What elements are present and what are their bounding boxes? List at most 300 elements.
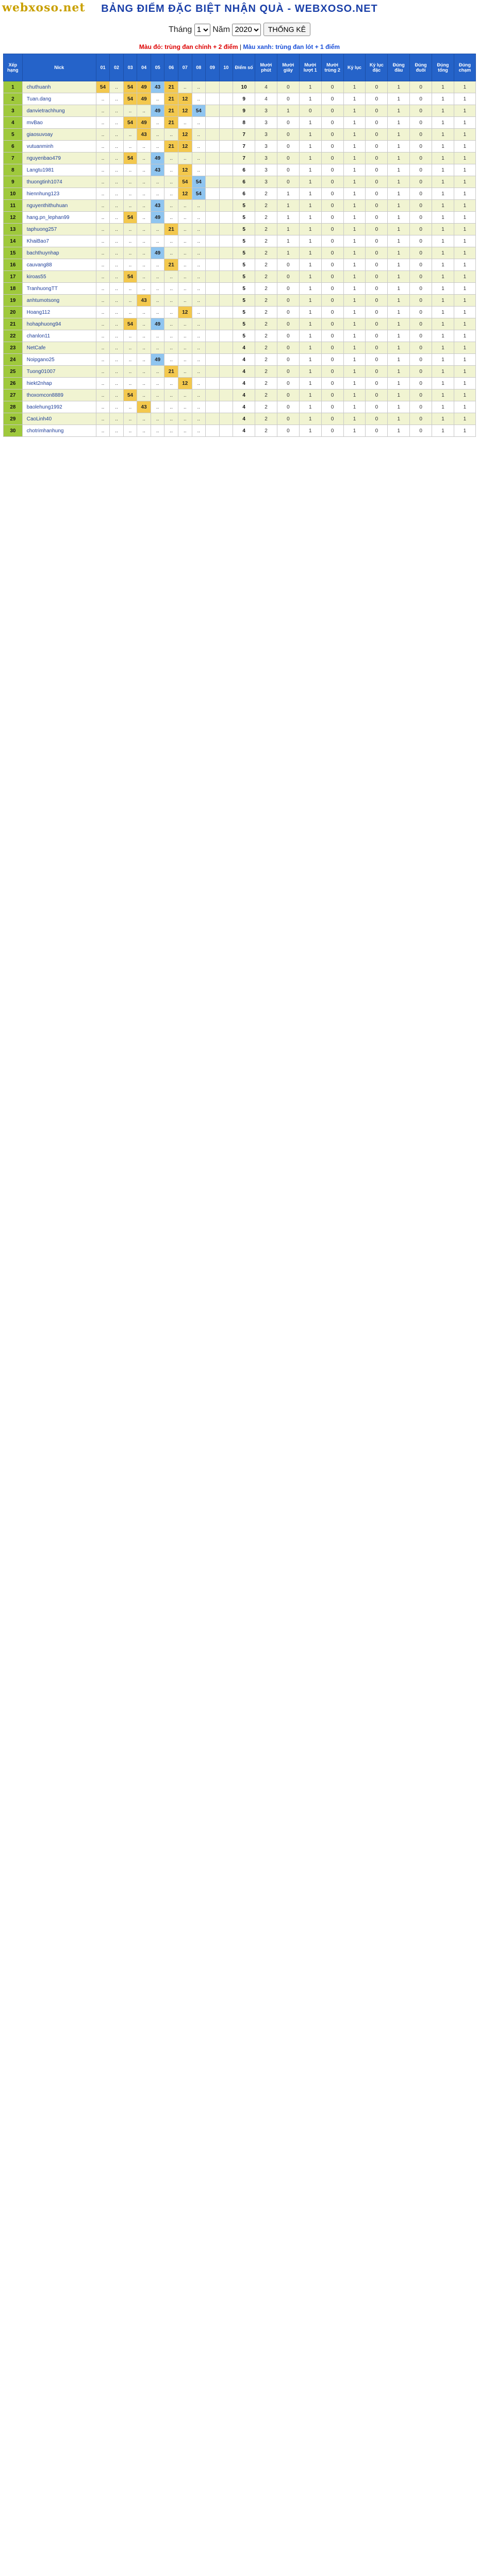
stat-cell: 1: [388, 105, 410, 117]
stat-cell: 0: [410, 295, 432, 307]
stat-cell: 0: [366, 413, 388, 425]
stat-cell: 0: [277, 152, 299, 164]
day-cell: ..: [110, 307, 124, 318]
stat-cell: 1: [388, 330, 410, 342]
stat-cell: 0: [321, 81, 343, 93]
day-cell: 43: [151, 200, 164, 212]
stat-cell: 0: [410, 152, 432, 164]
table-row: [4, 401, 476, 413]
day-cell: ..: [164, 318, 178, 330]
stat-cell: 1: [277, 188, 299, 200]
stat-cell: 1: [388, 141, 410, 152]
day-cell: ..: [110, 129, 124, 141]
table-row: [4, 354, 476, 366]
nick-cell[interactable]: chanlon11: [22, 330, 96, 342]
nick-cell[interactable]: giaosuvoay: [22, 129, 96, 141]
year-select[interactable]: [232, 24, 261, 36]
day-cell: ..: [137, 425, 151, 437]
day-cell: 12: [178, 93, 192, 105]
stat-cell: 0: [321, 200, 343, 212]
stat-cell: 1: [454, 389, 475, 401]
day-cell: ..: [110, 188, 124, 200]
stat-cell: 0: [366, 295, 388, 307]
stat-cell: 1: [432, 389, 454, 401]
day-cell: 54: [123, 271, 137, 283]
points-cell: 4: [233, 425, 255, 437]
page-title: BẢNG ĐIỂM ĐẶC BIỆT NHẬN QUÀ - WEBXOSO.NET: [101, 3, 378, 14]
day-cell: ..: [110, 425, 124, 437]
stat-cell: 1: [454, 425, 475, 437]
day-cell: ..: [178, 283, 192, 295]
stat-cell: 1: [454, 188, 475, 200]
nick-cell[interactable]: kiroas55: [22, 271, 96, 283]
stat-cell: 1: [299, 425, 321, 437]
day-cell: ..: [96, 235, 110, 247]
stat-cell: 0: [366, 93, 388, 105]
day-cell: ..: [164, 164, 178, 176]
stat-cell: 0: [366, 247, 388, 259]
day-cell: 54: [192, 176, 206, 188]
rank-cell: 3: [4, 105, 23, 117]
stat-cell: 0: [366, 152, 388, 164]
stat-cell: 3: [255, 152, 277, 164]
stat-cell: 1: [388, 378, 410, 389]
nick-cell[interactable]: chuthuanh: [22, 81, 96, 93]
nick-cell[interactable]: Noipgano25: [22, 354, 96, 366]
day-cell: ..: [96, 354, 110, 366]
stat-cell: 0: [410, 354, 432, 366]
day-cell: ..: [96, 224, 110, 235]
day-cell: 43: [137, 129, 151, 141]
filter-bar: [0, 21, 479, 40]
stat-cell: 1: [299, 235, 321, 247]
stat-cell: 0: [410, 413, 432, 425]
nick-cell[interactable]: thuongtinh1074: [22, 176, 96, 188]
stat-cell: 1: [343, 164, 366, 176]
day-cell: ..: [123, 413, 137, 425]
stat-cell: 1: [432, 212, 454, 224]
day-cell: ..: [123, 141, 137, 152]
points-cell: 7: [233, 152, 255, 164]
day-cell: ..: [192, 354, 206, 366]
points-cell: 5: [233, 235, 255, 247]
day-cell: 54: [123, 389, 137, 401]
column-header: 03: [123, 54, 137, 81]
rank-cell: 10: [4, 188, 23, 200]
nick-cell[interactable]: taphuong257: [22, 224, 96, 235]
table-row: [4, 342, 476, 354]
table-row: [4, 188, 476, 200]
day-cell: ..: [164, 176, 178, 188]
stat-cell: 2: [255, 259, 277, 271]
stat-cell: 0: [410, 81, 432, 93]
stat-cell: 1: [454, 235, 475, 247]
stat-cell: 0: [277, 141, 299, 152]
day-cell: ..: [137, 342, 151, 354]
day-cell: ..: [110, 176, 124, 188]
table-row: [4, 247, 476, 259]
day-cell: ..: [151, 401, 164, 413]
stat-cell: 2: [255, 366, 277, 378]
day-cell: ..: [178, 224, 192, 235]
stat-cell: 1: [432, 105, 454, 117]
points-cell: 4: [233, 401, 255, 413]
stat-cell: 0: [321, 224, 343, 235]
day-cell: ..: [123, 342, 137, 354]
nick-cell[interactable]: hohaphuong94: [22, 318, 96, 330]
stat-cell: 0: [410, 318, 432, 330]
day-cell: 12: [178, 164, 192, 176]
day-cell: [206, 81, 220, 93]
table-row: [4, 93, 476, 105]
day-cell: ..: [151, 188, 164, 200]
day-cell: ..: [192, 366, 206, 378]
stat-cell: 0: [321, 152, 343, 164]
stat-cell: 0: [410, 425, 432, 437]
stat-cell: 0: [410, 164, 432, 176]
day-cell: ..: [96, 176, 110, 188]
day-cell: ..: [96, 188, 110, 200]
table-row: [4, 200, 476, 212]
day-cell: ..: [192, 164, 206, 176]
day-cell: [206, 259, 220, 271]
stat-cell: 3: [255, 105, 277, 117]
day-cell: ..: [192, 259, 206, 271]
nick-cell[interactable]: chotrimhanhung: [22, 425, 96, 437]
stat-cell: 0: [410, 141, 432, 152]
nick-cell[interactable]: mvBao: [22, 117, 96, 129]
day-cell: 49: [151, 318, 164, 330]
stat-cell: 1: [388, 425, 410, 437]
stat-cell: 1: [432, 93, 454, 105]
day-cell: ..: [192, 389, 206, 401]
nick-cell[interactable]: danvietrachhung: [22, 105, 96, 117]
stat-cell: 0: [410, 117, 432, 129]
day-cell: [219, 117, 233, 129]
stat-cell: 1: [299, 152, 321, 164]
points-cell: 9: [233, 93, 255, 105]
rank-cell: 6: [4, 141, 23, 152]
nick-cell[interactable]: nguyenthithuhuan: [22, 200, 96, 212]
month-label: Tháng: [168, 25, 192, 34]
day-cell: ..: [96, 318, 110, 330]
nick-cell[interactable]: hiennhung123: [22, 188, 96, 200]
day-cell: ..: [151, 271, 164, 283]
stat-cell: 1: [432, 307, 454, 318]
stat-cell: 1: [432, 247, 454, 259]
nick-cell[interactable]: NetCafe: [22, 342, 96, 354]
rank-cell: 21: [4, 318, 23, 330]
stat-cell: 3: [255, 117, 277, 129]
day-cell: [219, 247, 233, 259]
rank-cell: 14: [4, 235, 23, 247]
stat-cell: 1: [454, 247, 475, 259]
day-cell: ..: [164, 271, 178, 283]
stat-cell: 2: [255, 212, 277, 224]
day-cell: ..: [110, 389, 124, 401]
day-cell: ..: [123, 366, 137, 378]
stat-cell: 0: [410, 401, 432, 413]
day-cell: ..: [123, 188, 137, 200]
stat-cell: 0: [321, 366, 343, 378]
stat-cell: 1: [388, 342, 410, 354]
day-cell: ..: [96, 366, 110, 378]
stat-cell: 2: [255, 389, 277, 401]
day-cell: ..: [164, 401, 178, 413]
day-cell: ..: [164, 378, 178, 389]
day-cell: ..: [178, 330, 192, 342]
day-cell: [219, 164, 233, 176]
stat-cell: 1: [432, 283, 454, 295]
column-header: 10: [219, 54, 233, 81]
day-cell: ..: [164, 413, 178, 425]
stat-cell: 1: [343, 318, 366, 330]
stat-cell: 1: [343, 330, 366, 342]
day-cell: 54: [123, 81, 137, 93]
day-cell: ..: [96, 247, 110, 259]
day-cell: 49: [151, 105, 164, 117]
stat-cell: 1: [299, 307, 321, 318]
nick-cell[interactable]: Hoang112: [22, 307, 96, 318]
table-row: [4, 307, 476, 318]
day-cell: [206, 105, 220, 117]
points-cell: 5: [233, 200, 255, 212]
stat-cell: 1: [432, 152, 454, 164]
stat-cell: 1: [432, 117, 454, 129]
stat-cell: 0: [366, 378, 388, 389]
day-cell: [206, 212, 220, 224]
stat-cell: 1: [432, 129, 454, 141]
stat-cell: 1: [299, 271, 321, 283]
nick-cell[interactable]: cauvang88: [22, 259, 96, 271]
day-cell: ..: [96, 413, 110, 425]
rank-cell: 30: [4, 425, 23, 437]
nick-cell[interactable]: KhaiBao7: [22, 235, 96, 247]
statistics-button[interactable]: THỐNG KÊ: [263, 23, 310, 36]
stat-cell: 1: [299, 176, 321, 188]
day-cell: ..: [192, 212, 206, 224]
column-header: Đúng đuôi: [410, 54, 432, 81]
day-cell: ..: [123, 330, 137, 342]
day-cell: [206, 283, 220, 295]
nick-cell[interactable]: thoxomcon8889: [22, 389, 96, 401]
nick-cell[interactable]: hang.pn_lephan99: [22, 212, 96, 224]
day-cell: ..: [151, 129, 164, 141]
stat-cell: 0: [277, 425, 299, 437]
day-cell: ..: [192, 247, 206, 259]
stat-cell: 1: [299, 129, 321, 141]
column-header: 07: [178, 54, 192, 81]
stat-cell: 0: [277, 176, 299, 188]
stat-cell: 0: [366, 401, 388, 413]
day-cell: ..: [123, 425, 137, 437]
stat-cell: 1: [299, 93, 321, 105]
day-cell: [219, 366, 233, 378]
stat-cell: 0: [277, 318, 299, 330]
day-cell: 54: [178, 176, 192, 188]
day-cell: ..: [151, 259, 164, 271]
nick-cell[interactable]: vutuanminh: [22, 141, 96, 152]
nick-cell[interactable]: nguyenbao479: [22, 152, 96, 164]
day-cell: ..: [178, 152, 192, 164]
day-cell: ..: [178, 271, 192, 283]
day-cell: ..: [192, 318, 206, 330]
stat-cell: 0: [277, 378, 299, 389]
stat-cell: 0: [321, 164, 343, 176]
stat-cell: 1: [299, 330, 321, 342]
day-cell: [219, 93, 233, 105]
stat-cell: 1: [299, 247, 321, 259]
nick-cell[interactable]: anhtumotsong: [22, 295, 96, 307]
day-cell: ..: [137, 413, 151, 425]
nick-cell[interactable]: Tuong01007: [22, 366, 96, 378]
stat-cell: 0: [410, 129, 432, 141]
table-body: [4, 81, 476, 437]
stat-cell: 1: [299, 188, 321, 200]
day-cell: [219, 271, 233, 283]
stat-cell: 3: [255, 141, 277, 152]
month-select[interactable]: [194, 24, 210, 36]
stat-cell: 0: [321, 378, 343, 389]
stat-cell: 0: [321, 117, 343, 129]
stat-cell: 1: [432, 259, 454, 271]
stat-cell: 1: [432, 188, 454, 200]
day-cell: ..: [96, 283, 110, 295]
day-cell: 43: [151, 164, 164, 176]
stat-cell: 1: [454, 259, 475, 271]
points-cell: 6: [233, 188, 255, 200]
stat-cell: 1: [343, 117, 366, 129]
stat-cell: 1: [343, 366, 366, 378]
stat-cell: 1: [454, 330, 475, 342]
day-cell: [219, 152, 233, 164]
stat-cell: 1: [388, 176, 410, 188]
stat-cell: 2: [255, 283, 277, 295]
nick-cell[interactable]: bachthuynhap: [22, 247, 96, 259]
day-cell: ..: [96, 330, 110, 342]
day-cell: ..: [110, 295, 124, 307]
day-cell: ..: [137, 235, 151, 247]
table-row: [4, 259, 476, 271]
stat-cell: 1: [454, 413, 475, 425]
rank-cell: 8: [4, 164, 23, 176]
stat-cell: 1: [277, 200, 299, 212]
rank-cell: 22: [4, 330, 23, 342]
day-cell: [206, 188, 220, 200]
stat-cell: 1: [454, 318, 475, 330]
stat-cell: 1: [299, 354, 321, 366]
stat-cell: 1: [299, 389, 321, 401]
day-cell: ..: [151, 224, 164, 235]
day-cell: ..: [151, 366, 164, 378]
day-cell: ..: [192, 152, 206, 164]
day-cell: [219, 188, 233, 200]
day-cell: ..: [178, 354, 192, 366]
table-header-row: [4, 54, 476, 81]
points-cell: 5: [233, 271, 255, 283]
day-cell: ..: [123, 307, 137, 318]
stat-cell: 1: [454, 224, 475, 235]
stat-cell: 1: [299, 212, 321, 224]
day-cell: ..: [151, 425, 164, 437]
nick-cell[interactable]: baolehung1992: [22, 401, 96, 413]
day-cell: ..: [164, 330, 178, 342]
day-cell: [206, 200, 220, 212]
rank-cell: 13: [4, 224, 23, 235]
nick-cell[interactable]: hiekt2nhap: [22, 378, 96, 389]
day-cell: ..: [192, 330, 206, 342]
rank-cell: 24: [4, 354, 23, 366]
day-cell: [206, 401, 220, 413]
table-row: [4, 235, 476, 247]
day-cell: ..: [192, 283, 206, 295]
stat-cell: 0: [277, 401, 299, 413]
day-cell: ..: [110, 318, 124, 330]
stat-cell: 0: [321, 307, 343, 318]
stat-cell: 0: [321, 129, 343, 141]
nick-cell[interactable]: Langtu1981: [22, 164, 96, 176]
stat-cell: 1: [454, 354, 475, 366]
table-row: [4, 152, 476, 164]
stat-cell: 1: [388, 271, 410, 283]
nick-cell[interactable]: CaoLinh40: [22, 413, 96, 425]
day-cell: [206, 152, 220, 164]
stat-cell: 1: [454, 93, 475, 105]
day-cell: ..: [110, 164, 124, 176]
points-cell: 6: [233, 176, 255, 188]
stat-cell: 4: [255, 81, 277, 93]
stat-cell: 1: [299, 342, 321, 354]
stat-cell: 1: [343, 200, 366, 212]
day-cell: ..: [137, 354, 151, 366]
day-cell: ..: [110, 378, 124, 389]
stat-cell: 0: [366, 141, 388, 152]
stat-cell: 1: [388, 389, 410, 401]
stat-cell: 1: [388, 307, 410, 318]
stat-cell: 1: [388, 259, 410, 271]
day-cell: [206, 378, 220, 389]
stat-cell: 0: [321, 318, 343, 330]
day-cell: ..: [192, 295, 206, 307]
stat-cell: 1: [432, 401, 454, 413]
legend-note: [0, 40, 479, 54]
day-cell: ..: [110, 271, 124, 283]
nick-cell[interactable]: Tuan.dang: [22, 93, 96, 105]
site-logo[interactable]: webxoso.net: [2, 1, 86, 14]
stat-cell: 1: [343, 342, 366, 354]
nick-cell[interactable]: TranhuongTT: [22, 283, 96, 295]
table-row: [4, 283, 476, 295]
stat-cell: 1: [277, 212, 299, 224]
points-cell: 4: [233, 389, 255, 401]
stat-cell: 0: [277, 259, 299, 271]
stat-cell: 0: [366, 259, 388, 271]
day-cell: ..: [110, 117, 124, 129]
stat-cell: 0: [410, 235, 432, 247]
stat-cell: 1: [343, 81, 366, 93]
stat-cell: 0: [410, 283, 432, 295]
stat-cell: 0: [366, 307, 388, 318]
column-header: 04: [137, 54, 151, 81]
day-cell: ..: [110, 342, 124, 354]
day-cell: ..: [110, 152, 124, 164]
stat-cell: 0: [410, 330, 432, 342]
stat-cell: 1: [343, 105, 366, 117]
day-cell: [219, 224, 233, 235]
points-cell: 10: [233, 81, 255, 93]
stat-cell: 1: [432, 342, 454, 354]
column-header: Mười lượt 1: [299, 54, 321, 81]
